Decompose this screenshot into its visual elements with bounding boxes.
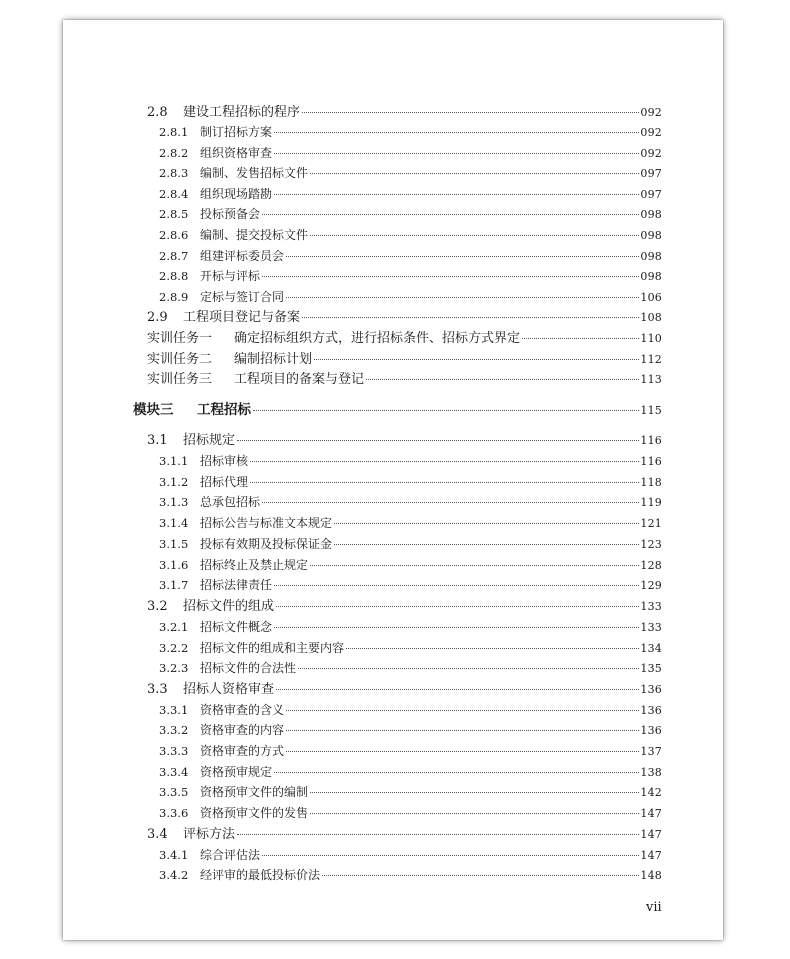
toc-entry-number: 3.3.6 xyxy=(159,806,189,820)
toc-entry-page: 135 xyxy=(640,662,662,675)
toc-entry xyxy=(159,476,662,489)
toc-entry-page: 112 xyxy=(640,353,662,366)
toc-entry-title: 招标代理 xyxy=(200,475,249,489)
toc-entry-title: 编制、提交投标文件 xyxy=(200,228,309,242)
toc-entry xyxy=(159,496,662,509)
dot-leader xyxy=(274,627,639,628)
toc-entry xyxy=(159,188,662,201)
toc-entry xyxy=(159,250,662,263)
toc-entry-number: 3.2.2 xyxy=(159,641,189,655)
toc-entry xyxy=(147,683,662,696)
toc-entry-page: 106 xyxy=(640,291,662,304)
toc-entry-title: 招标文件概念 xyxy=(200,620,273,634)
dot-leader xyxy=(366,379,639,380)
toc-entry-title: 资格审查的含义 xyxy=(200,703,285,717)
toc-entry-title: 组织资格审查 xyxy=(200,146,273,160)
toc-entry-number: 3.3.5 xyxy=(159,785,189,799)
dot-leader xyxy=(276,689,639,690)
toc-entry-page: 110 xyxy=(640,332,662,345)
toc-entry-page: 136 xyxy=(640,704,662,717)
toc-entry-page: 133 xyxy=(640,621,662,634)
toc-entry xyxy=(159,662,662,675)
toc-entry-page: 136 xyxy=(640,683,662,696)
toc-entry-number: 实训任务二 xyxy=(147,352,213,367)
table-of-contents xyxy=(63,20,723,940)
toc-entry-title: 工程招标 xyxy=(197,402,251,418)
page-folio: vii xyxy=(646,900,662,915)
toc-entry-number: 2.8.7 xyxy=(159,249,189,263)
dot-leader xyxy=(250,482,639,483)
toc-entry-page: 142 xyxy=(640,786,662,799)
toc-entry-title: 编制、发售招标文件 xyxy=(200,166,309,180)
toc-entry xyxy=(159,704,662,717)
toc-entry xyxy=(147,434,662,447)
dot-leader xyxy=(237,834,639,835)
toc-entry-title: 资格审查的内容 xyxy=(200,723,285,737)
toc-entry-number: 3.2.3 xyxy=(159,661,189,675)
dot-leader xyxy=(262,276,639,277)
toc-entry-title: 投标预备会 xyxy=(200,207,261,221)
toc-entry-page: 118 xyxy=(640,476,662,489)
toc-entry-title: 组织现场踏勘 xyxy=(200,187,273,201)
toc-entry-page: 092 xyxy=(640,126,662,139)
toc-entry-title: 建设工程招标的程序 xyxy=(183,105,301,120)
toc-entry-number: 3.3.3 xyxy=(159,744,189,758)
toc-entry-number: 3.1.3 xyxy=(159,495,189,509)
toc-entry xyxy=(159,559,662,572)
book-page xyxy=(63,20,723,940)
toc-entry xyxy=(147,106,662,119)
dot-leader xyxy=(262,502,639,503)
toc-entry-number: 3.2 xyxy=(147,599,168,614)
dot-leader xyxy=(310,173,639,174)
toc-entry-title: 招标审核 xyxy=(200,454,249,468)
toc-entry xyxy=(147,332,662,345)
toc-entry-number: 3.2.1 xyxy=(159,620,189,634)
toc-entry-number: 2.8.2 xyxy=(159,146,189,160)
toc-entry xyxy=(159,745,662,758)
toc-entry-title: 组建评标委员会 xyxy=(200,249,285,263)
toc-entry-page: 098 xyxy=(640,208,662,221)
toc-entry-title: 评标方法 xyxy=(183,827,236,842)
dot-leader xyxy=(522,338,639,339)
toc-entry-page: 147 xyxy=(640,807,662,820)
toc-entry-title: 招标文件的组成和主要内容 xyxy=(200,641,345,655)
dot-leader xyxy=(322,875,639,876)
toc-entry-page: 121 xyxy=(640,517,662,530)
toc-entry-number: 实训任务一 xyxy=(147,331,213,346)
toc-entry xyxy=(159,538,662,551)
toc-entry xyxy=(159,579,662,592)
toc-entry-number: 3.3.1 xyxy=(159,703,189,717)
dot-leader xyxy=(274,772,639,773)
toc-entry xyxy=(159,147,662,160)
toc-entry-title: 资格审查的方式 xyxy=(200,744,285,758)
toc-entry-title: 制订招标方案 xyxy=(200,125,273,139)
toc-entry-title: 招标终止及禁止规定 xyxy=(200,558,309,572)
toc-entry-title: 经评审的最低投标价法 xyxy=(200,868,321,882)
toc-entry-page: 133 xyxy=(640,600,662,613)
dot-leader xyxy=(274,132,639,133)
dot-leader xyxy=(334,523,639,524)
toc-entry-page: 092 xyxy=(640,106,662,119)
toc-entry-number: 3.1.5 xyxy=(159,537,189,551)
dot-leader xyxy=(286,297,639,298)
toc-entry-number: 3.1.2 xyxy=(159,475,189,489)
toc-entry-number: 模块三 xyxy=(133,402,174,418)
toc-entry-page: 098 xyxy=(640,270,662,283)
dot-leader xyxy=(274,153,639,154)
dot-leader xyxy=(237,440,639,441)
toc-entry-title: 综合评估法 xyxy=(200,848,261,862)
toc-entry-title: 资格预审文件的编制 xyxy=(200,785,309,799)
dot-leader xyxy=(274,585,639,586)
toc-entry-page: 138 xyxy=(640,766,662,779)
dot-leader xyxy=(310,565,639,566)
dot-leader xyxy=(286,256,639,257)
toc-entry-number: 2.8.5 xyxy=(159,207,189,221)
toc-entry-number: 3.1.7 xyxy=(159,578,189,592)
toc-entry-number: 2.8.3 xyxy=(159,166,189,180)
dot-leader xyxy=(298,668,639,669)
toc-entry-title: 招标文件的合法性 xyxy=(200,661,297,675)
toc-entry xyxy=(159,724,662,737)
toc-entry-number: 3.1.1 xyxy=(159,454,189,468)
toc-entry-page: 136 xyxy=(640,724,662,737)
dot-leader xyxy=(314,359,639,360)
dot-leader xyxy=(334,544,639,545)
dot-leader xyxy=(302,317,639,318)
toc-entry xyxy=(159,229,662,242)
toc-entry-number: 3.1.4 xyxy=(159,516,189,530)
toc-entry-page: 134 xyxy=(640,642,662,655)
toc-entry-title: 资格预审规定 xyxy=(200,765,273,779)
toc-entry-page: 097 xyxy=(640,188,662,201)
toc-entry xyxy=(159,849,662,862)
toc-entry xyxy=(159,642,662,655)
toc-entry-page: 147 xyxy=(640,828,662,841)
toc-entry-number: 2.9 xyxy=(147,310,168,325)
dot-leader xyxy=(310,813,639,814)
toc-entry-page: 123 xyxy=(640,538,662,551)
toc-entry-page: 098 xyxy=(640,229,662,242)
toc-entry-number: 3.3.4 xyxy=(159,765,189,779)
toc-entry-number: 3.1.6 xyxy=(159,558,189,572)
toc-entry xyxy=(159,621,662,634)
toc-entry-title: 定标与签订合同 xyxy=(200,290,285,304)
dot-leader xyxy=(286,710,639,711)
toc-entry xyxy=(159,766,662,779)
dot-leader xyxy=(310,235,639,236)
toc-entry xyxy=(159,208,662,221)
dot-leader xyxy=(286,751,639,752)
toc-entry xyxy=(159,807,662,820)
dot-leader xyxy=(346,648,639,649)
toc-entry xyxy=(147,600,662,613)
toc-entry-title: 工程项目登记与备案 xyxy=(183,310,301,325)
toc-entry xyxy=(147,828,662,841)
toc-entry xyxy=(159,291,662,304)
toc-entry-number: 3.3.2 xyxy=(159,723,189,737)
dot-leader xyxy=(262,214,639,215)
dot-leader xyxy=(250,461,639,462)
toc-entry xyxy=(159,270,662,283)
toc-entry-page: 148 xyxy=(640,869,662,882)
toc-entry-page: 116 xyxy=(640,434,662,447)
toc-entry-page: 113 xyxy=(640,373,662,386)
toc-entry-page: 137 xyxy=(640,745,662,758)
toc-entry-title: 确定招标组织方式，进行招标条件、招标方式界定 xyxy=(234,331,521,346)
toc-entry-title: 开标与评标 xyxy=(200,269,261,283)
dot-leader xyxy=(310,792,639,793)
toc-entry xyxy=(147,311,662,324)
toc-entry-title: 工程项目的备案与登记 xyxy=(234,372,365,387)
toc-entry-number: 实训任务三 xyxy=(147,372,213,387)
toc-entry-number: 2.8.9 xyxy=(159,290,189,304)
toc-entry-number: 3.1 xyxy=(147,433,168,448)
toc-entry xyxy=(159,869,662,882)
toc-entry xyxy=(147,373,662,386)
toc-entry-title: 招标规定 xyxy=(183,433,236,448)
toc-entry xyxy=(159,517,662,530)
dot-leader xyxy=(276,606,639,607)
toc-entry-page: 092 xyxy=(640,147,662,160)
toc-entry-page: 119 xyxy=(640,496,662,509)
toc-entry-title: 招标公告与标准文本规定 xyxy=(200,516,333,530)
toc-entry-title: 总承包招标 xyxy=(200,495,261,509)
toc-entry-number: 3.4.1 xyxy=(159,848,189,862)
toc-entry-title: 资格预审文件的发售 xyxy=(200,806,309,820)
toc-entry-page: 129 xyxy=(640,579,662,592)
toc-entry xyxy=(133,404,662,418)
toc-entry-page: 115 xyxy=(640,404,662,417)
dot-leader xyxy=(286,730,639,731)
toc-entry xyxy=(159,126,662,139)
dot-leader xyxy=(262,855,639,856)
toc-entry-title: 招标文件的组成 xyxy=(183,599,275,614)
toc-entry-page: 116 xyxy=(640,455,662,468)
toc-entry xyxy=(159,167,662,180)
dot-leader xyxy=(274,194,639,195)
toc-entry-page: 147 xyxy=(640,849,662,862)
toc-entry-page: 098 xyxy=(640,250,662,263)
toc-entry-number: 3.4 xyxy=(147,827,168,842)
toc-entry-title: 招标法律责任 xyxy=(200,578,273,592)
toc-entry-number: 3.4.2 xyxy=(159,868,189,882)
toc-entry-number: 2.8.4 xyxy=(159,187,189,201)
toc-entry-number: 2.8.8 xyxy=(159,269,189,283)
toc-entry-title: 投标有效期及投标保证金 xyxy=(200,537,333,551)
toc-entry-title: 编制招标计划 xyxy=(234,352,313,367)
toc-entry-number: 2.8.1 xyxy=(159,125,189,139)
toc-entry xyxy=(147,353,662,366)
toc-entry-number: 3.3 xyxy=(147,682,168,697)
dot-leader xyxy=(253,410,639,411)
toc-entry-page: 128 xyxy=(640,559,662,572)
toc-entry-number: 2.8.6 xyxy=(159,228,189,242)
toc-entry xyxy=(159,786,662,799)
toc-entry-page: 108 xyxy=(640,311,662,324)
dot-leader xyxy=(302,112,639,113)
toc-entry-number: 2.8 xyxy=(147,105,168,120)
toc-entry xyxy=(159,455,662,468)
toc-entry-title: 招标人资格审查 xyxy=(183,682,275,697)
toc-entry-page: 097 xyxy=(640,167,662,180)
